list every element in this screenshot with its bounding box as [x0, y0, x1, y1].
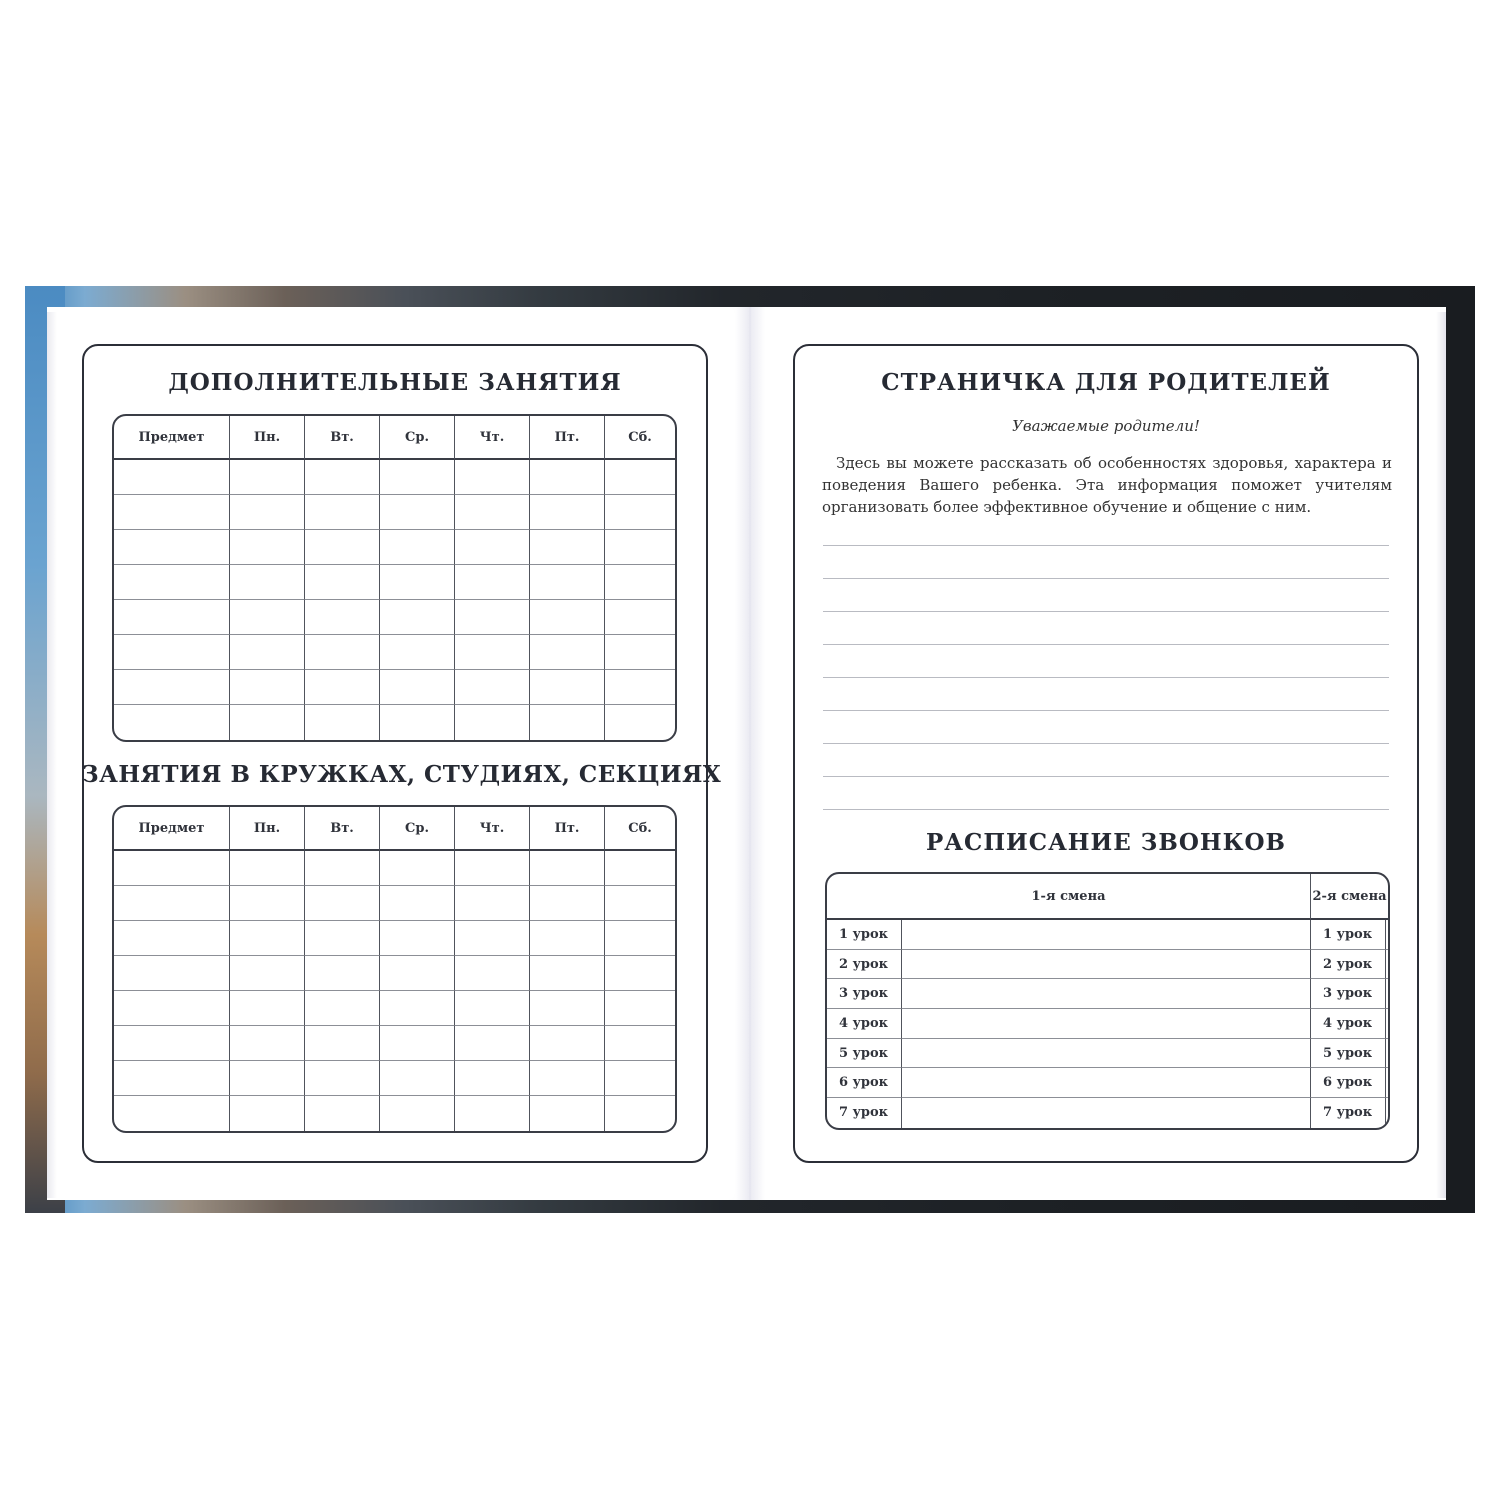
- table-cell[interactable]: [305, 921, 380, 956]
- table-cell[interactable]: [455, 1026, 530, 1061]
- table-cell[interactable]: [455, 1096, 530, 1131]
- table-cell[interactable]: [605, 851, 675, 886]
- table-cell[interactable]: [455, 600, 530, 635]
- shift-2-lesson-label: 4 урок: [1311, 1009, 1386, 1039]
- table-row: [114, 495, 675, 530]
- shift-1-time-cell[interactable]: [902, 920, 1311, 950]
- shift-1-time-cell[interactable]: [902, 950, 1311, 980]
- table-cell[interactable]: [305, 991, 380, 1026]
- table-cell[interactable]: [455, 635, 530, 670]
- table-cell[interactable]: [605, 886, 675, 921]
- table-cell[interactable]: [530, 600, 605, 635]
- table-cell[interactable]: [230, 670, 305, 705]
- table-cell[interactable]: [380, 565, 455, 600]
- page-edge-right: [1436, 312, 1446, 1198]
- table-cell[interactable]: [114, 705, 230, 740]
- table-row: [114, 1061, 675, 1096]
- table-cell[interactable]: [114, 956, 230, 991]
- table-cell[interactable]: [455, 530, 530, 565]
- col-sat: Сб.: [605, 807, 675, 851]
- table-cell[interactable]: [530, 635, 605, 670]
- shift-1-lesson-label: 2 урок: [827, 950, 902, 980]
- writing-line[interactable]: [823, 743, 1389, 744]
- table-cell[interactable]: [455, 851, 530, 886]
- table-cell[interactable]: [230, 495, 305, 530]
- shift-2-lesson-label: 6 урок: [1311, 1068, 1386, 1098]
- shift-1-time-cell[interactable]: [902, 1039, 1311, 1069]
- col-wed: Ср.: [380, 807, 455, 851]
- table-cell[interactable]: [230, 956, 305, 991]
- table-cell[interactable]: [114, 921, 230, 956]
- table-cell[interactable]: [605, 956, 675, 991]
- table-cell[interactable]: [380, 635, 455, 670]
- parents-page-title: СТРАНИЧКА ДЛЯ РОДИТЕЛЕЙ: [881, 369, 1331, 396]
- parents-greeting: Уважаемые родители!: [1012, 417, 1200, 435]
- table-cell[interactable]: [530, 565, 605, 600]
- table-row: [114, 956, 675, 991]
- table-cell[interactable]: [605, 1061, 675, 1096]
- shift-2-header: 2-я смена: [1311, 874, 1388, 920]
- table-cell[interactable]: [530, 956, 605, 991]
- table-cell[interactable]: [230, 1096, 305, 1131]
- table-cell[interactable]: [305, 460, 380, 495]
- table-cell[interactable]: [305, 635, 380, 670]
- table-cell[interactable]: [114, 635, 230, 670]
- table-cell[interactable]: [380, 886, 455, 921]
- shift-2-lesson-label: 1 урок: [1311, 920, 1386, 950]
- table-cell[interactable]: [114, 460, 230, 495]
- table-cell[interactable]: [230, 991, 305, 1026]
- bell-row: [827, 1068, 1388, 1098]
- shift-1-lesson-label: 7 урок: [827, 1098, 902, 1128]
- table-cell[interactable]: [380, 991, 455, 1026]
- table-cell[interactable]: [230, 705, 305, 740]
- shift-1-time-cell[interactable]: [902, 1009, 1311, 1039]
- col-thu: Чт.: [455, 416, 530, 460]
- table-cell[interactable]: [530, 851, 605, 886]
- table-cell[interactable]: [380, 1061, 455, 1096]
- table-body: [114, 460, 675, 740]
- table-cell[interactable]: [380, 921, 455, 956]
- table-body: [114, 851, 675, 1131]
- shift-2-time-cell[interactable]: [1386, 979, 1388, 1009]
- table-cell[interactable]: [230, 851, 305, 886]
- shift-1-lesson-label: 4 урок: [827, 1009, 902, 1039]
- shift-1-lesson-label: 5 урок: [827, 1039, 902, 1069]
- table-cell[interactable]: [380, 670, 455, 705]
- table-cell[interactable]: [605, 1026, 675, 1061]
- extra-classes-table: [112, 414, 677, 742]
- table-cell[interactable]: [455, 565, 530, 600]
- bell-row: [827, 1009, 1388, 1039]
- bell-row: [827, 950, 1388, 980]
- table-cell[interactable]: [530, 460, 605, 495]
- table-cell[interactable]: [230, 565, 305, 600]
- table-cell[interactable]: [605, 670, 675, 705]
- table-header-row: [114, 416, 675, 460]
- shift-1-lesson-label: 6 урок: [827, 1068, 902, 1098]
- col-mon: Пн.: [230, 416, 305, 460]
- table-cell[interactable]: [530, 495, 605, 530]
- table-row: [114, 635, 675, 670]
- table-cell[interactable]: [380, 530, 455, 565]
- table-cell[interactable]: [605, 495, 675, 530]
- table-cell[interactable]: [380, 851, 455, 886]
- table-cell[interactable]: [380, 495, 455, 530]
- page-edge-left: [47, 312, 57, 1198]
- table-cell[interactable]: [230, 1061, 305, 1096]
- shift-2-time-cell[interactable]: [1386, 1098, 1388, 1128]
- writing-line[interactable]: [823, 677, 1389, 678]
- table-cell[interactable]: [605, 705, 675, 740]
- writing-line[interactable]: [823, 710, 1389, 711]
- writing-line[interactable]: [823, 578, 1389, 579]
- table-row: [114, 1096, 675, 1131]
- table-cell[interactable]: [114, 991, 230, 1026]
- bell-row: [827, 1098, 1388, 1128]
- shift-1-lesson-label: 1 урок: [827, 920, 902, 950]
- table-cell[interactable]: [455, 921, 530, 956]
- table-cell[interactable]: [605, 991, 675, 1026]
- table-cell[interactable]: [305, 1096, 380, 1131]
- shift-1-header: 1-я смена: [827, 874, 1311, 920]
- col-subject: Предмет: [114, 807, 230, 851]
- table-cell[interactable]: [305, 886, 380, 921]
- table-cell[interactable]: [114, 851, 230, 886]
- table-cell[interactable]: [605, 460, 675, 495]
- table-row: [114, 851, 675, 886]
- table-cell[interactable]: [530, 670, 605, 705]
- bell-schedule-table: [825, 872, 1390, 1130]
- table-cell[interactable]: [530, 705, 605, 740]
- writing-line[interactable]: [823, 776, 1389, 777]
- shift-2-time-cell[interactable]: [1386, 1039, 1388, 1069]
- clubs-table: [112, 805, 677, 1133]
- bells-body: [827, 920, 1388, 1128]
- col-tue: Вт.: [305, 807, 380, 851]
- bells-header-row: [827, 874, 1388, 920]
- col-fri: Пт.: [530, 807, 605, 851]
- table-cell[interactable]: [230, 886, 305, 921]
- table-cell[interactable]: [380, 1096, 455, 1131]
- table-cell[interactable]: [114, 1061, 230, 1096]
- table-cell[interactable]: [605, 921, 675, 956]
- table-cell[interactable]: [605, 635, 675, 670]
- table-row: [114, 600, 675, 635]
- bell-schedule-title: РАСПИСАНИЕ ЗВОНКОВ: [925, 829, 1286, 856]
- table-row: [114, 921, 675, 956]
- table-cell[interactable]: [455, 705, 530, 740]
- writing-line[interactable]: [823, 644, 1389, 645]
- col-wed: Ср.: [380, 416, 455, 460]
- table-row: [114, 670, 675, 705]
- table-cell[interactable]: [455, 670, 530, 705]
- shift-1-time-cell[interactable]: [902, 1098, 1311, 1128]
- book-spine: [735, 307, 765, 1200]
- table-cell[interactable]: [530, 1096, 605, 1131]
- table-cell[interactable]: [530, 991, 605, 1026]
- table-cell[interactable]: [605, 600, 675, 635]
- table-cell[interactable]: [530, 921, 605, 956]
- table-row: [114, 460, 675, 495]
- shift-2-time-cell[interactable]: [1386, 1068, 1388, 1098]
- table-cell[interactable]: [114, 1096, 230, 1131]
- bell-row: [827, 920, 1388, 950]
- table-cell[interactable]: [114, 530, 230, 565]
- table-cell[interactable]: [305, 956, 380, 991]
- table-cell[interactable]: [305, 851, 380, 886]
- table-row: [114, 705, 675, 740]
- table-cell[interactable]: [114, 670, 230, 705]
- table-cell[interactable]: [380, 705, 455, 740]
- table-cell[interactable]: [530, 1026, 605, 1061]
- table-cell[interactable]: [455, 1061, 530, 1096]
- bell-row: [827, 1039, 1388, 1069]
- clubs-title: ЗАНЯТИЯ В КРУЖКАХ, СТУДИЯХ, СЕКЦИЯХ: [82, 761, 722, 788]
- extra-classes-title: ДОПОЛНИТЕЛЬНЫЕ ЗАНЯТИЯ: [168, 369, 622, 396]
- col-fri: Пт.: [530, 416, 605, 460]
- table-cell[interactable]: [305, 670, 380, 705]
- table-cell[interactable]: [230, 1026, 305, 1061]
- table-cell[interactable]: [230, 921, 305, 956]
- col-sat: Сб.: [605, 416, 675, 460]
- table-cell[interactable]: [455, 886, 530, 921]
- shift-2-time-cell[interactable]: [1386, 950, 1388, 980]
- writing-line[interactable]: [823, 611, 1389, 612]
- table-cell[interactable]: [380, 460, 455, 495]
- shift-1-lesson-label: 3 урок: [827, 979, 902, 1009]
- table-cell[interactable]: [530, 530, 605, 565]
- table-cell[interactable]: [455, 991, 530, 1026]
- table-cell[interactable]: [305, 530, 380, 565]
- table-row: [114, 1026, 675, 1061]
- table-cell[interactable]: [605, 530, 675, 565]
- table-cell[interactable]: [380, 956, 455, 991]
- table-cell[interactable]: [305, 495, 380, 530]
- table-cell[interactable]: [605, 1096, 675, 1131]
- table-cell[interactable]: [305, 1026, 380, 1061]
- table-row: [114, 886, 675, 921]
- table-cell[interactable]: [605, 565, 675, 600]
- shift-1-time-cell[interactable]: [902, 1068, 1311, 1098]
- table-cell[interactable]: [230, 460, 305, 495]
- table-row: [114, 530, 675, 565]
- table-cell[interactable]: [230, 635, 305, 670]
- table-cell[interactable]: [455, 956, 530, 991]
- table-cell[interactable]: [114, 886, 230, 921]
- table-cell[interactable]: [114, 565, 230, 600]
- writing-line[interactable]: [823, 809, 1389, 810]
- bell-row: [827, 979, 1388, 1009]
- table-cell[interactable]: [230, 600, 305, 635]
- shift-2-lesson-label: 2 урок: [1311, 950, 1386, 980]
- col-tue: Вт.: [305, 416, 380, 460]
- col-subject: Предмет: [114, 416, 230, 460]
- table-cell[interactable]: [455, 460, 530, 495]
- col-mon: Пн.: [230, 807, 305, 851]
- table-cell[interactable]: [230, 530, 305, 565]
- table-row: [114, 991, 675, 1026]
- shift-2-lesson-label: 5 урок: [1311, 1039, 1386, 1069]
- table-cell[interactable]: [530, 1061, 605, 1096]
- table-cell[interactable]: [380, 1026, 455, 1061]
- table-cell[interactable]: [114, 600, 230, 635]
- table-cell[interactable]: [305, 705, 380, 740]
- table-header-row: [114, 807, 675, 851]
- table-cell[interactable]: [114, 495, 230, 530]
- shift-1-time-cell[interactable]: [902, 979, 1311, 1009]
- shift-2-lesson-label: 7 урок: [1311, 1098, 1386, 1128]
- table-cell[interactable]: [305, 600, 380, 635]
- writing-line[interactable]: [823, 545, 1389, 546]
- table-cell[interactable]: [530, 886, 605, 921]
- shift-2-lesson-label: 3 урок: [1311, 979, 1386, 1009]
- table-cell[interactable]: [114, 1026, 230, 1061]
- table-row: [114, 565, 675, 600]
- table-cell[interactable]: [380, 600, 455, 635]
- parents-intro-text: Здесь вы можете рассказать об особенностях здоровья, характера и поведения Вашего ребенка. Эта информация поможет учителям организовать более эффективное обучение и общение с ним.: [822, 454, 1392, 516]
- shift-2-time-cell[interactable]: [1386, 920, 1388, 950]
- table-cell[interactable]: [305, 565, 380, 600]
- col-thu: Чт.: [455, 807, 530, 851]
- table-cell[interactable]: [305, 1061, 380, 1096]
- table-cell[interactable]: [455, 495, 530, 530]
- shift-2-time-cell[interactable]: [1386, 1009, 1388, 1039]
